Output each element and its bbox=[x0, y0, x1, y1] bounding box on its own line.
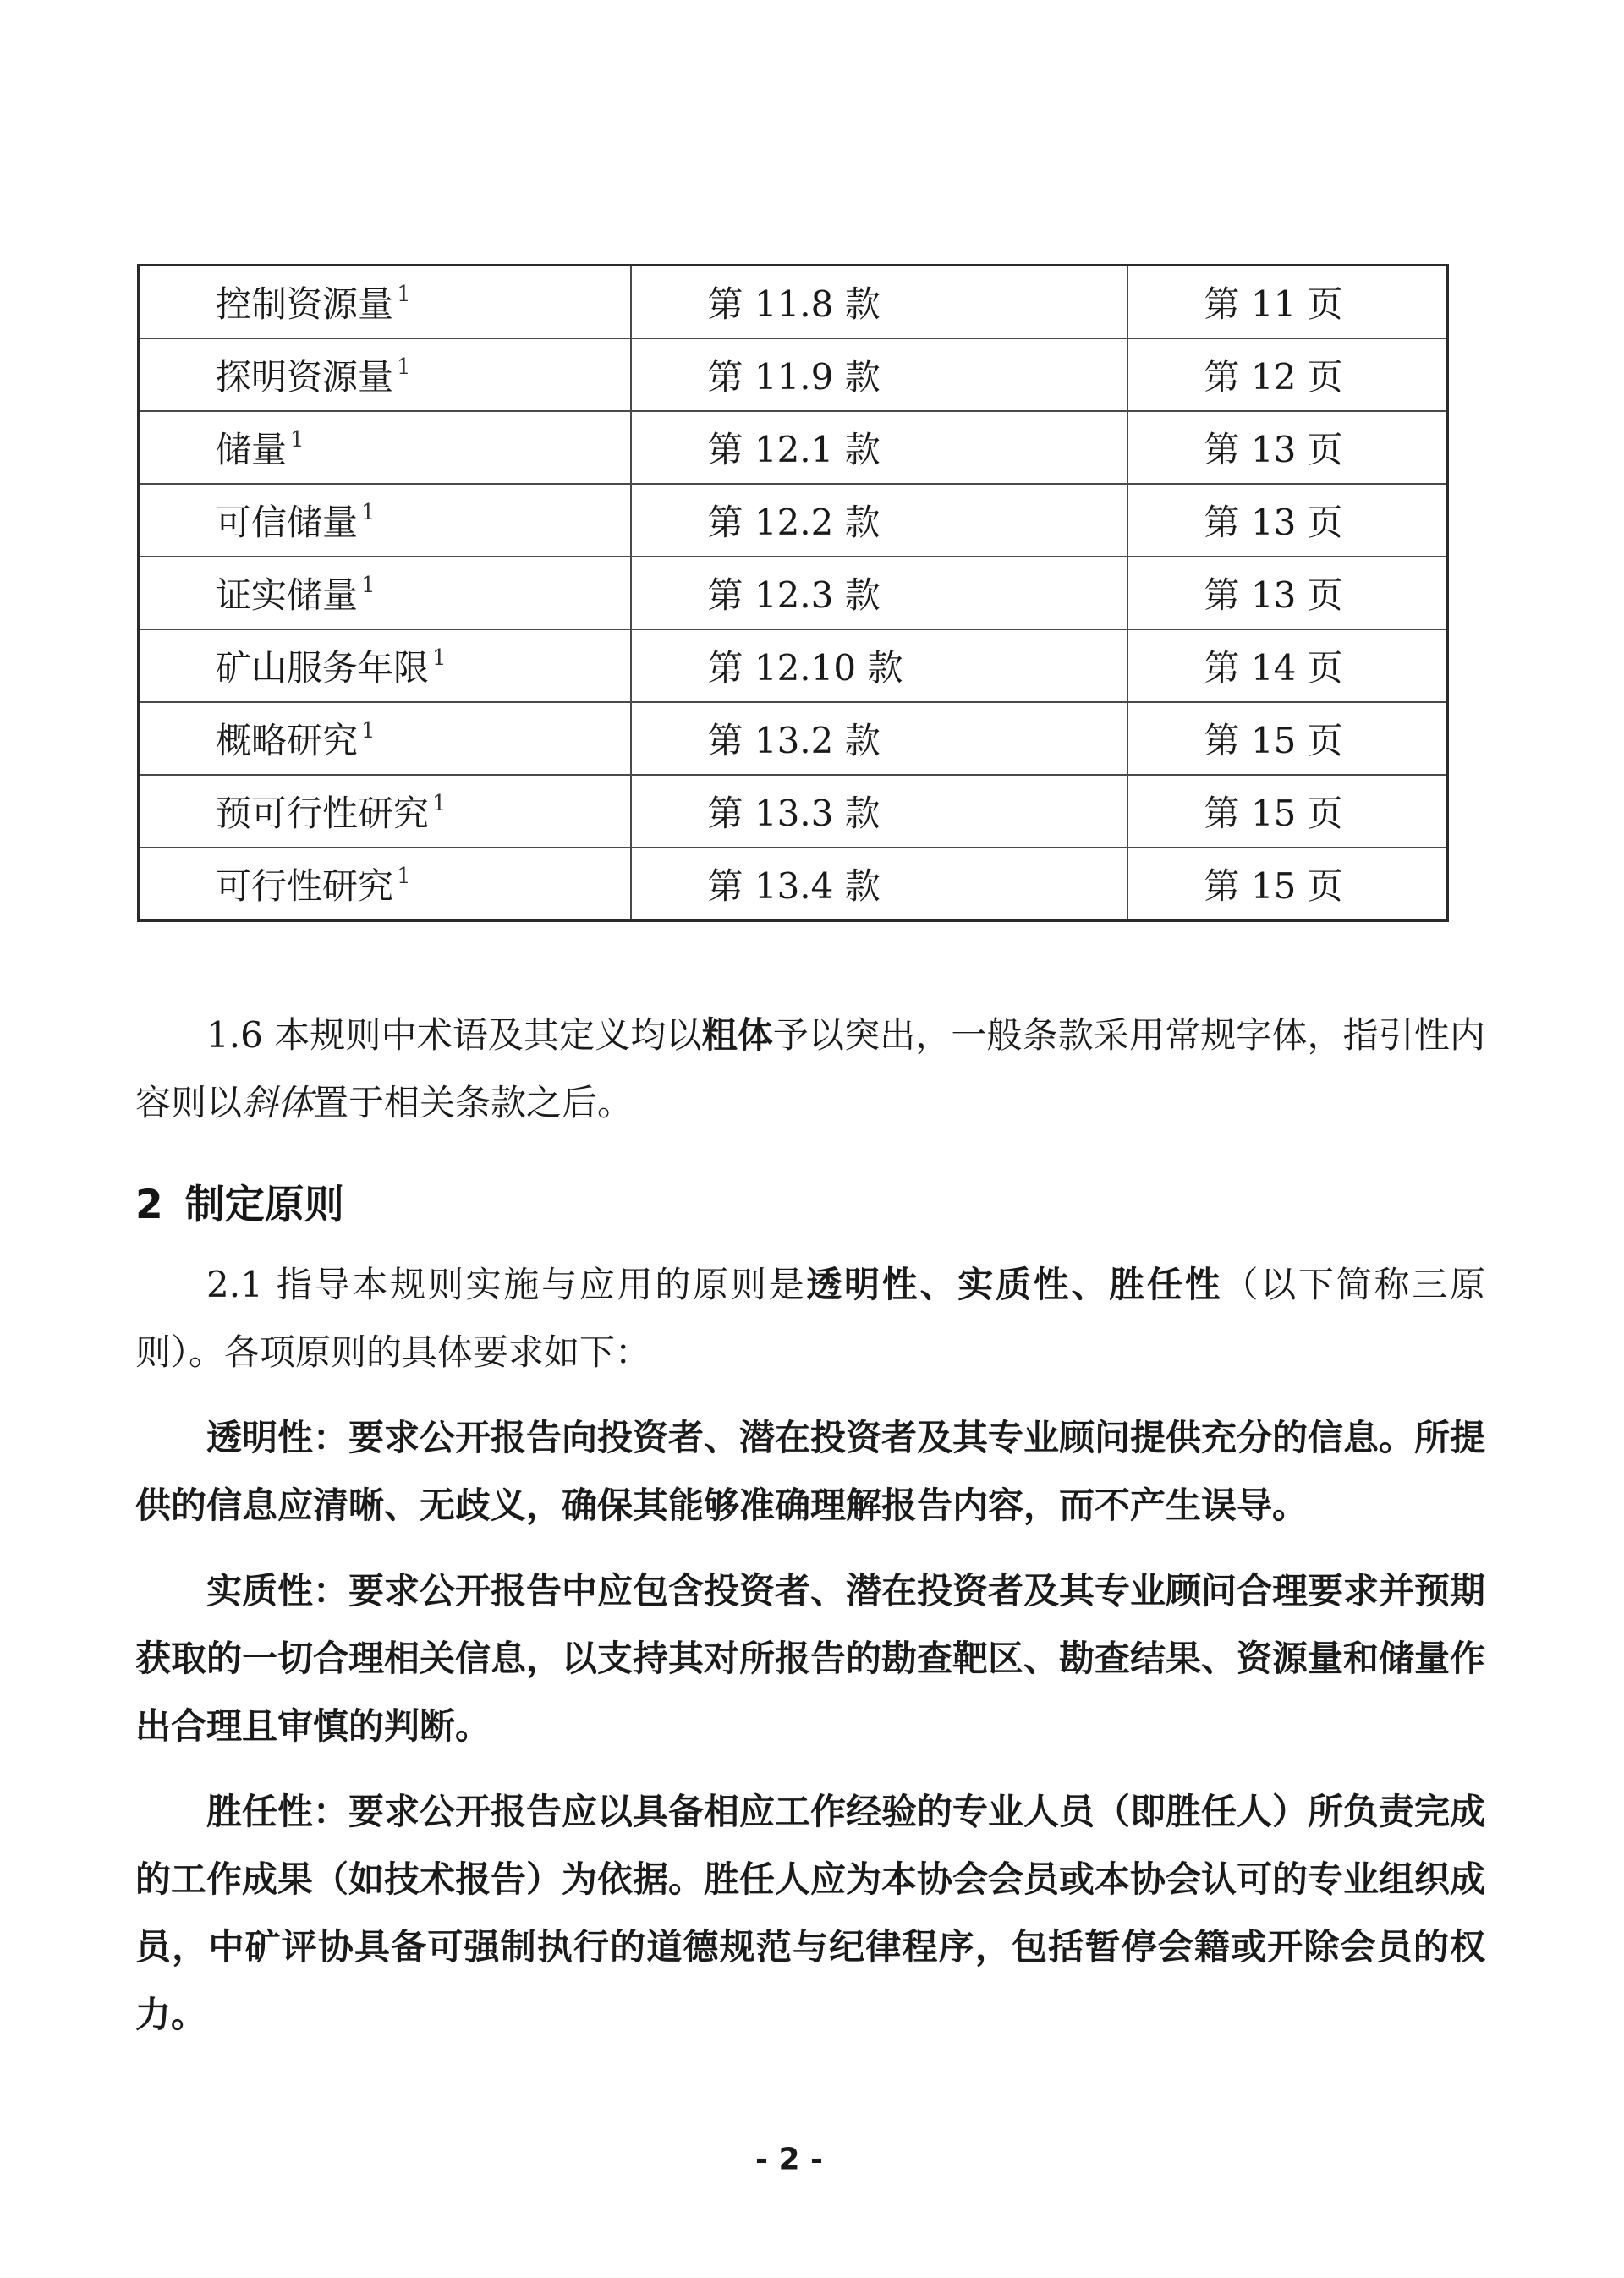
clause-cell: 第 13.2 款 bbox=[631, 702, 1127, 775]
section-heading-2 bbox=[135, 1172, 1485, 1239]
term-cell bbox=[139, 266, 631, 339]
clause-cell: 第 13.4 款 bbox=[631, 848, 1127, 921]
page-number: - 2 - bbox=[755, 2142, 823, 2177]
p16-text-regular-1: 1.6 本规则中术语及其定义均以 bbox=[206, 1014, 702, 1056]
term-superscript: 1 bbox=[432, 791, 447, 816]
p21-text-regular-1: 2.1 指导本规则实施与应用的原则是 bbox=[206, 1264, 807, 1305]
term-superscript: 1 bbox=[397, 282, 411, 307]
term-text: 证实储量 bbox=[216, 574, 359, 616]
clause-cell: 第 12.3 款 bbox=[631, 557, 1127, 629]
p21-bold-terms: 透明性、实质性、胜任性 bbox=[806, 1264, 1223, 1305]
term-cell bbox=[139, 848, 631, 921]
term-superscript: 1 bbox=[397, 354, 411, 380]
terms-index-table bbox=[137, 264, 1449, 922]
p16-text-regular-2: 予以突出，一般条款采用常规字体，指引性内容则以 bbox=[135, 1014, 1485, 1123]
paragraph-competence: 胜任性：要求公开报告应以具备相应工作经验的专业人员（即胜任人）所负责完成的工作成果（如技术报告）为依据。胜任人应为本协会会员或本协会认可的专业组织成员，中矿评协具备可强制执行的道德规范与纪律程序，包括暂停会籍或开除会员的权力。 bbox=[135, 1791, 1486, 2035]
term-superscript: 1 bbox=[290, 427, 304, 453]
paragraph-materiality: 实质性：要求公开报告中应包含投资者、潜在投资者及其专业顾问合理要求并预期获取的一切合理相关信息，以支持其对所报告的勘查靶区、勘查结果、资源量和储量作出合理且审慎的判断。 bbox=[135, 1570, 1486, 1747]
table-row bbox=[139, 411, 1448, 484]
term-superscript: 1 bbox=[397, 864, 411, 889]
table-row bbox=[139, 629, 1448, 702]
term-text: 可行性研究 bbox=[216, 865, 394, 907]
page-cell: 第 15 页 bbox=[1127, 848, 1448, 921]
page-cell: 第 15 页 bbox=[1127, 702, 1448, 775]
term-cell bbox=[139, 411, 631, 484]
page-content bbox=[135, 0, 1485, 2049]
term-text: 探明资源量 bbox=[216, 356, 394, 398]
table-row bbox=[139, 266, 1448, 339]
term-cell bbox=[139, 629, 631, 702]
term-superscript: 1 bbox=[432, 645, 447, 671]
page-cell: 第 11 页 bbox=[1127, 266, 1448, 339]
page-cell: 第 13 页 bbox=[1127, 411, 1448, 484]
clause-cell: 第 13.3 款 bbox=[631, 775, 1127, 848]
term-text: 储量 bbox=[216, 429, 288, 470]
p16-text-regular-3: 置于相关条款之后。 bbox=[313, 1082, 634, 1123]
table-row bbox=[139, 848, 1448, 921]
p21-text-regular-2: （以下简称三原则）。各项原则的具体要求如下： bbox=[135, 1264, 1485, 1373]
clause-cell: 第 12.10 款 bbox=[631, 629, 1127, 702]
term-superscript: 1 bbox=[361, 500, 376, 525]
page-cell: 第 13 页 bbox=[1127, 557, 1448, 629]
table-row bbox=[139, 484, 1448, 557]
heading-number: 2 bbox=[135, 1182, 163, 1228]
heading-title: 制定原则 bbox=[184, 1182, 344, 1228]
paragraph-2-1 bbox=[135, 1251, 1485, 1386]
term-text: 预可行性研究 bbox=[216, 793, 430, 834]
clause-cell: 第 12.2 款 bbox=[631, 484, 1127, 557]
clause-cell: 第 11.9 款 bbox=[631, 338, 1127, 411]
page-cell: 第 13 页 bbox=[1127, 484, 1448, 557]
term-cell bbox=[139, 484, 631, 557]
term-superscript: 1 bbox=[361, 573, 376, 598]
term-cell bbox=[139, 557, 631, 629]
clause-cell: 第 11.8 款 bbox=[631, 266, 1127, 339]
clause-cell: 第 12.1 款 bbox=[631, 411, 1127, 484]
table-row bbox=[139, 338, 1448, 411]
paragraph-transparency: 透明性：要求公开报告向投资者、潜在投资者及其专业顾问提供充分的信息。所提供的信息应清晰、无歧义，确保其能够准确理解报告内容，而不产生误导。 bbox=[135, 1417, 1486, 1526]
page-cell: 第 12 页 bbox=[1127, 338, 1448, 411]
term-text: 矿山服务年限 bbox=[216, 647, 430, 689]
term-superscript: 1 bbox=[361, 718, 376, 744]
term-text: 控制资源量 bbox=[216, 283, 394, 325]
page-cell: 第 14 页 bbox=[1127, 629, 1448, 702]
term-cell bbox=[139, 702, 631, 775]
term-cell bbox=[139, 775, 631, 848]
p16-italic-term: 斜体 bbox=[242, 1082, 314, 1123]
paragraph-1-6 bbox=[135, 1002, 1485, 1137]
p16-bold-term: 粗体 bbox=[701, 1014, 773, 1056]
page-cell: 第 15 页 bbox=[1127, 775, 1448, 848]
table-row bbox=[139, 557, 1448, 629]
term-cell bbox=[139, 338, 631, 411]
term-text: 概略研究 bbox=[216, 720, 359, 761]
table-row bbox=[139, 775, 1448, 848]
term-text: 可信储量 bbox=[216, 502, 359, 543]
table-row bbox=[139, 702, 1448, 775]
